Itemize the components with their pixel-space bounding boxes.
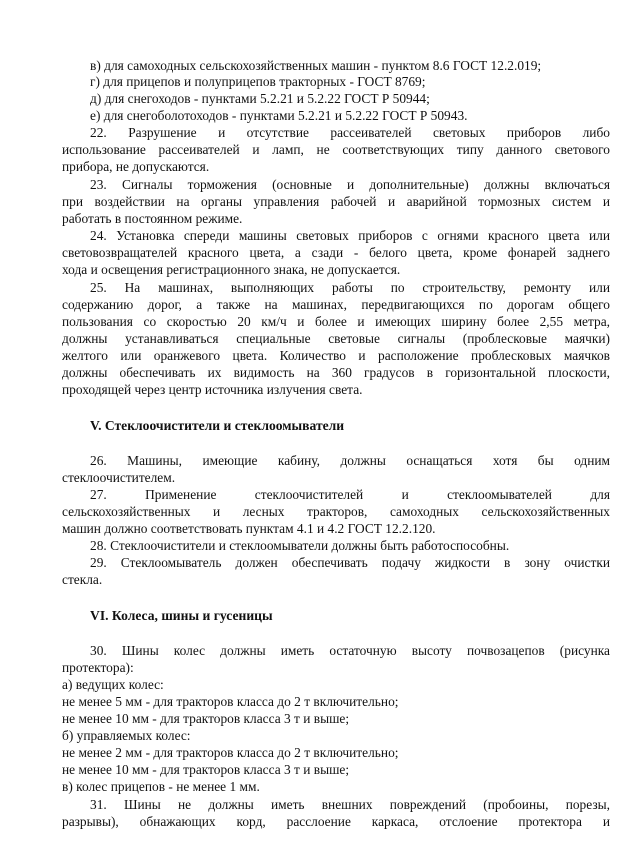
- paragraph-31-line: 31. Шины не должны иметь внешних повреждений (пробоины, порезы,: [90, 797, 610, 812]
- paragraph-26-line: 26. Машины, имеющие кабину, должны оснащаться хотя бы одним: [90, 453, 610, 468]
- paragraph-22-line: 22. Разрушение и отсутствие рассеивателей световых приборов либо: [90, 125, 610, 140]
- paragraph-30-line: не менее 2 мм - для тракторов класса до 2 т включительно;: [62, 745, 399, 760]
- paragraph-30-line: протектора):: [62, 660, 134, 675]
- paragraph-25-line: содержанию дорог, а также на машинах, передвигающихся по дорогам общего: [62, 297, 610, 312]
- paragraph-24-line: хода и освещения регистрационного знака, не допускается.: [62, 262, 401, 277]
- paragraph-30-line: в) колес прицепов - не менее 1 мм.: [62, 779, 260, 794]
- section-heading-vi: VI. Колеса, шины и гусеницы: [90, 608, 273, 623]
- paragraph-30-line: б) управляемых колес:: [62, 728, 191, 743]
- paragraph-26-line: стеклоочистителем.: [62, 470, 176, 485]
- paragraph-25-line: проходящей через центр источника излучения света.: [62, 382, 363, 397]
- paragraph-23-line: при воздействии на органы управления рабочей и аварийной тормозных систем и: [62, 194, 610, 209]
- paragraph-25-line: пользования со скоростью 20 км/ч и более и имеющих ширину более 2,55 метра,: [62, 314, 610, 329]
- paragraph-25-line: 25. На машинах, выполняющих работы по строительству, ремонту или: [90, 280, 610, 295]
- paragraph-30-line: не менее 5 мм - для тракторов класса до 2 т включительно;: [62, 694, 399, 709]
- paragraph-25-line: должны устанавливаться специальные световые сигналы (проблесковые маячки): [62, 331, 610, 346]
- text-line: г) для прицепов и полуприцепов тракторных - ГОСТ 8769;: [90, 74, 426, 89]
- paragraph-24-line: 24. Установка спереди машины световых приборов с огнями красного цвета или: [90, 228, 610, 243]
- paragraph-22-line: использование рассеивателей и ламп, не соответствующих типу данного светового: [62, 142, 610, 157]
- paragraph-25-line: желтого или оранжевого цвета. Количество и расположение проблесковых маячков: [62, 348, 610, 363]
- paragraph-23-line: работать в постоянном режиме.: [62, 211, 243, 226]
- text-line: в) для самоходных сельскохозяйственных машин - пунктом 8.6 ГОСТ 12.2.019;: [90, 58, 542, 73]
- paragraph-30-line: 30. Шины колес должны иметь остаточную высоту почвозацепов (рисунка: [90, 643, 610, 658]
- paragraph-30-line: а) ведущих колес:: [62, 677, 164, 692]
- paragraph-24-line: световозвращателей красного цвета, а сзади - белого цвета, кроме фонарей заднего: [62, 245, 610, 260]
- paragraph-29-line: стекла.: [62, 572, 103, 587]
- paragraph-25-line: должны обеспечивать их видимость на 360 градусов в горизонтальной плоскости,: [62, 365, 610, 380]
- section-heading-v: V. Стеклоочистители и стеклоомыватели: [90, 418, 345, 433]
- paragraph-27-line: 27. Применение стеклоочистителей и стеклоомывателей для: [90, 487, 610, 502]
- paragraph-31-line: разрывы), обнажающих корд, расслоение каркаса, отслоение протектора и: [62, 814, 610, 829]
- text-line: е) для снегоболотоходов - пунктами 5.2.21 и 5.2.22 ГОСТ Р 50943.: [90, 108, 468, 123]
- paragraph-28-line: 28. Стеклоочистители и стеклоомыватели должны быть работоспособны.: [90, 538, 510, 553]
- paragraph-22-line: прибора, не допускаются.: [62, 159, 210, 174]
- paragraph-30-line: не менее 10 мм - для тракторов класса 3 т и выше;: [62, 711, 350, 726]
- paragraph-23-line: 23. Сигналы торможения (основные и дополнительные) должны включаться: [90, 177, 610, 192]
- paragraph-30-line: не менее 10 мм - для тракторов класса 3 т и выше;: [62, 762, 350, 777]
- text-line: д) для снегоходов - пунктами 5.2.21 и 5.2.22 ГОСТ Р 50944;: [90, 91, 430, 106]
- paragraph-27-line: машин должно соответствовать пунктам 4.1 и 4.2 ГОСТ 12.2.120.: [62, 521, 436, 536]
- paragraph-27-line: сельскохозяйственных и лесных тракторов, самоходных сельскохозяйственных: [62, 504, 610, 519]
- paragraph-29-line: 29. Стеклоомыватель должен обеспечивать подачу жидкости в зону очистки: [90, 555, 610, 570]
